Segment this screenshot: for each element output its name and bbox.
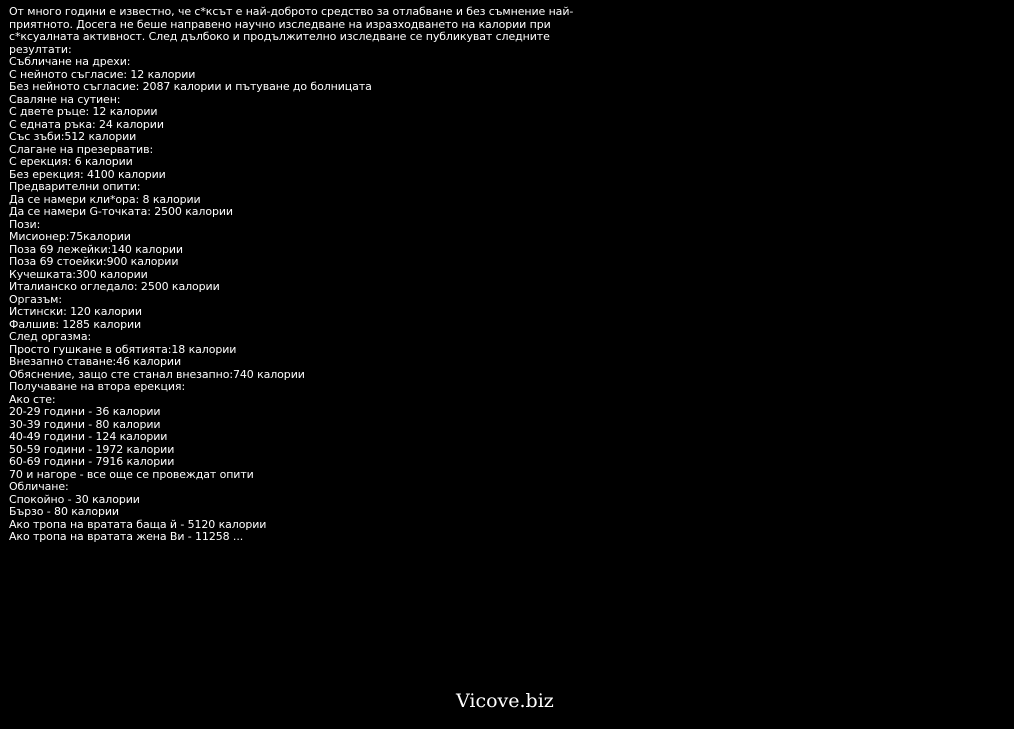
article-line: Оргазъм: bbox=[9, 292, 62, 306]
article-line: Кучешката:300 калории bbox=[9, 267, 148, 281]
article-line: С ерекция: 6 калории bbox=[9, 155, 133, 168]
article-line: Без ерекция: 4100 калории bbox=[9, 167, 166, 181]
article-line: Ако тропа на вратата баща й - 5120 калории bbox=[9, 517, 267, 531]
article-line: Получаване на втора ерекция: bbox=[9, 380, 186, 393]
article-line: 40-49 години - 124 калории bbox=[9, 430, 168, 443]
article-line: Пози: bbox=[9, 217, 41, 231]
article-line: Внезапно ставане:46 калории bbox=[9, 355, 182, 368]
article-line: Да се намери кли*ора: 8 калории bbox=[9, 192, 201, 206]
article-line: След оргазма: bbox=[9, 330, 92, 343]
article-line: Италианско огледало: 2500 калории bbox=[9, 280, 220, 293]
article-line: Истински: 120 калории bbox=[9, 305, 142, 318]
article-line: 20-29 години - 36 калории bbox=[9, 405, 161, 418]
article-intro: От много години е известно, че с*ксът е най-доброто средство за отлабване и без съмнение най-приятното. Досега не беше направено научно изследване на изразходването на калории при с*ксуалната активност. След дълбоко и продължително изследване се публикуват следните резултати: bbox=[9, 5, 574, 56]
article-lines bbox=[9, 56, 584, 544]
article-line: Събличане на дрехи: bbox=[9, 55, 131, 68]
article-line: Да се намери G-точката: 2500 калории bbox=[9, 205, 233, 218]
site-watermark: Vicove.biz bbox=[456, 690, 554, 712]
article-line: Фалшив: 1285 калории bbox=[9, 317, 142, 331]
article-line: 50-59 години - 1972 калории bbox=[9, 442, 175, 456]
article-line: Просто гушкане в обятията:18 калории bbox=[9, 342, 237, 356]
article-line: Със зъби:512 калории bbox=[9, 130, 137, 143]
article-line: Бързо - 80 калории bbox=[9, 505, 119, 518]
article-line: Без нейното съгласие: 2087 калории и пътуване до болницата bbox=[9, 80, 372, 93]
article-line: С двете ръце: 12 калории bbox=[9, 105, 158, 118]
article-line: 60-69 години - 7916 калории bbox=[9, 455, 175, 468]
article-line: Предварителни опити: bbox=[9, 180, 141, 193]
article-line: Спокойно - 30 калории bbox=[9, 492, 140, 506]
article-text bbox=[9, 6, 584, 544]
article-line: 30-39 години - 80 калории bbox=[9, 417, 161, 431]
article-line: Обличане: bbox=[9, 480, 69, 493]
article-line: С нейното съгласие: 12 калории bbox=[9, 67, 196, 81]
article-line: Ако сте: bbox=[9, 392, 56, 406]
article-line: Сваляне на сутиен: bbox=[9, 92, 121, 106]
article-line: Слагане на презерватив: bbox=[9, 142, 154, 156]
article-line: 70 и нагоре - все още се провеждат опити bbox=[9, 467, 254, 481]
article-line: Ако тропа на вратата жена Ви - 11258 ... bbox=[9, 530, 244, 543]
article-line: Мисионер:75калории bbox=[9, 230, 131, 243]
article-line: Поза 69 лежейки:140 калории bbox=[9, 242, 183, 256]
article-line: С едната ръка: 24 калории bbox=[9, 117, 164, 131]
article-line: Обяснение, защо сте станал внезапно:740 калории bbox=[9, 367, 305, 381]
article-line: Поза 69 стоейки:900 калории bbox=[9, 255, 179, 268]
